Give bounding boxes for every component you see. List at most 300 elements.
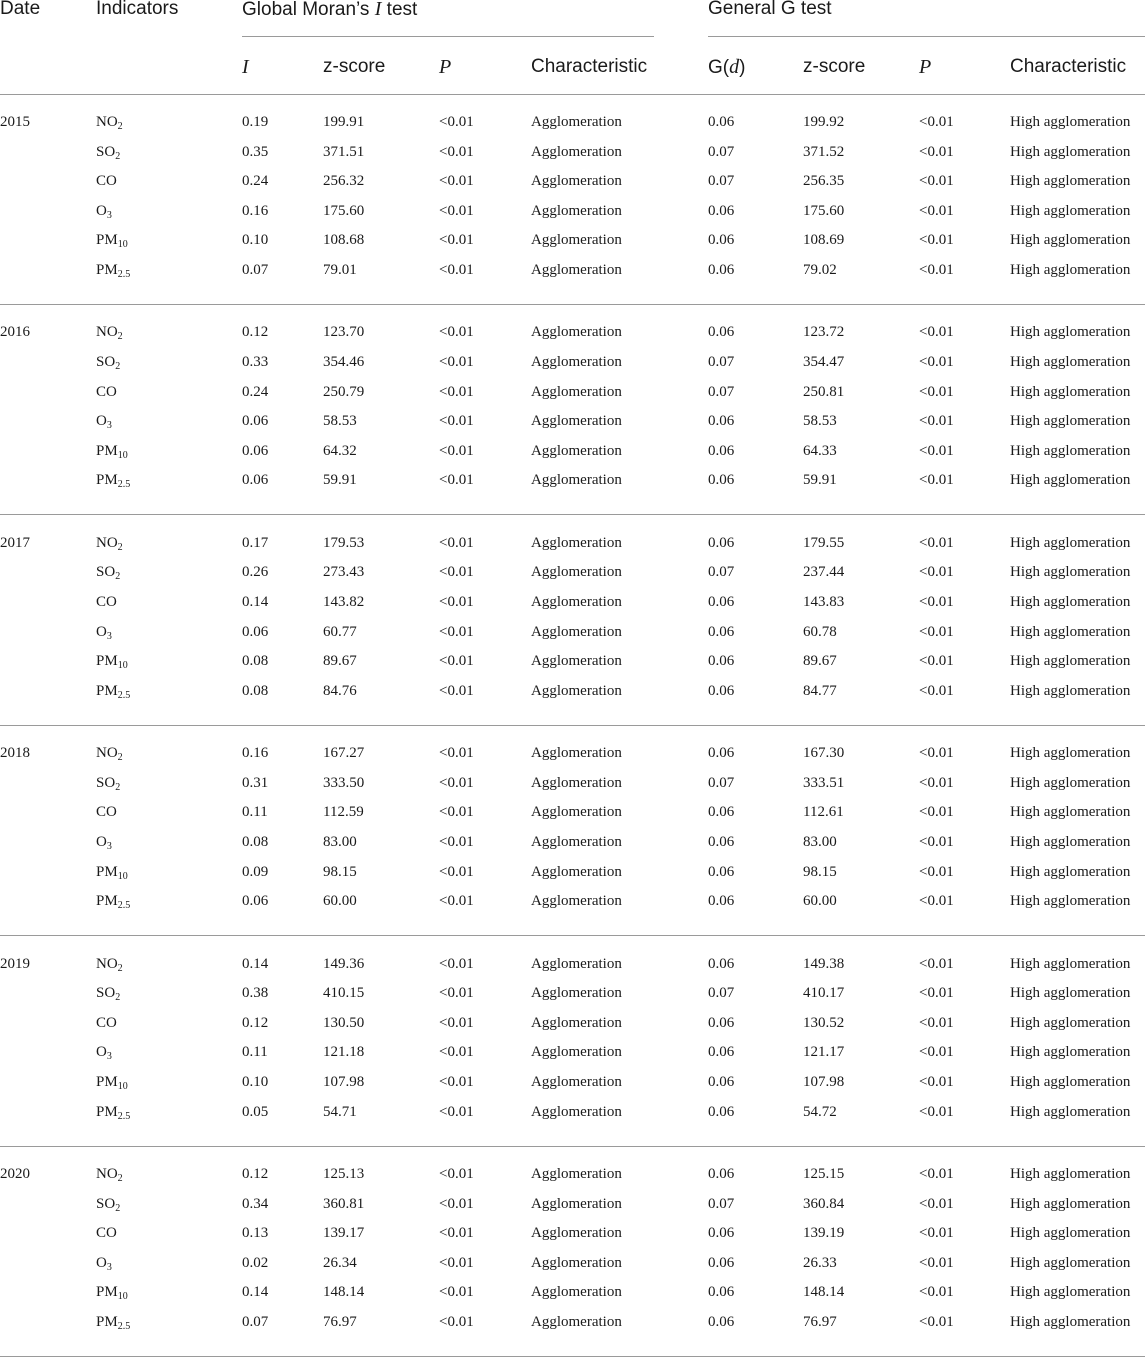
g-p-cell: <0.01 [919,834,954,850]
moran-p-cell: <0.01 [439,893,474,910]
g-char-cell: High agglomeration [1010,1254,1131,1271]
moran-char-cell: Agglomeration [531,623,622,640]
g-d-cell: 0.06 [708,804,735,821]
indicator-name: SO [96,774,116,791]
indicator-cell [96,231,128,251]
moran-z-cell: 76.97 [323,1314,357,1330]
moran-p-cell: <0.01 [439,1225,474,1242]
indicator-subscript: 3 [106,420,112,432]
g-p-cell: <0.01 [919,1074,954,1090]
moran-z-cell: 371.51 [323,143,365,160]
indicator-subscript: 2 [115,992,121,1004]
moran-char-cell: Agglomeration [531,1284,622,1301]
g-z-cell: 83.00 [803,834,837,850]
indicator-name: NO [96,534,118,551]
moran-char-cell: Agglomeration [531,1225,622,1242]
header-moran-z: z-score [323,56,386,77]
moran-p-cell: <0.01 [439,232,474,249]
year-cell: 2018 [0,745,30,762]
g-char-cell: High agglomeration [1010,413,1131,430]
g-char-cell: High agglomeration [1010,472,1131,489]
moran-z-cell: 59.91 [323,472,357,489]
g-d-cell: 0.06 [708,1314,735,1330]
g-d-cell: 0.07 [708,143,735,160]
g-p-cell: <0.01 [919,114,954,130]
g-d-cell: 0.07 [708,1195,735,1212]
moran-z-cell: 123.70 [323,324,365,341]
moran-group-pre: Global Moran’s [242,0,375,20]
moran-i-cell: 0.26 [242,564,269,581]
g-d-cell: 0.06 [708,834,735,850]
g-p-cell: <0.01 [919,893,954,910]
g-p-cell: <0.01 [919,1225,954,1242]
indicator-subscript: 2 [115,1202,121,1214]
moran-char-cell: Agglomeration [531,1044,622,1061]
moran-char-cell: Agglomeration [531,202,622,219]
moran-i-cell: 0.11 [242,1044,268,1061]
g-z-cell: 64.33 [803,442,837,459]
indicator-subscript: 2.5 [117,900,131,912]
header-date: Date [0,0,41,19]
moran-z-cell: 54.71 [323,1103,357,1120]
moran-p-cell: <0.01 [439,594,474,610]
g-d-cell: 0.06 [708,202,735,219]
indicator-name: O [96,1044,107,1061]
moran-p-cell: <0.01 [439,774,474,791]
moran-i-cell: 0.06 [242,893,269,910]
indicator-name: PM [96,442,118,459]
moran-p-cell: <0.01 [439,173,474,190]
g-z-cell: 179.55 [803,534,845,551]
g-p-cell: <0.01 [919,863,954,880]
indicator-cell [96,682,130,702]
moran-p-cell: <0.01 [439,534,474,551]
indicator-name: PM [96,1103,118,1120]
indicator-subscript: 3 [106,841,112,852]
moran-p-cell: <0.01 [439,863,474,880]
g-z-cell: 130.52 [803,1014,845,1031]
g-char-cell: High agglomeration [1010,114,1131,130]
g-z-cell: 410.17 [803,985,845,1002]
moran-char-cell: Agglomeration [531,1014,622,1031]
moran-i-cell: 0.11 [242,804,268,821]
moran-i-cell: 0.19 [242,114,269,130]
indicator-subscript: 2.5 [117,479,131,491]
moran-char-cell: Agglomeration [531,383,622,400]
g-char-cell: High agglomeration [1010,232,1131,249]
indicator-subscript: 2 [117,752,123,764]
g-char-cell: High agglomeration [1010,955,1131,972]
g-z-cell: 256.35 [803,173,845,190]
g-d-cell: 0.06 [708,534,735,551]
g-z-cell: 89.67 [803,653,837,670]
moran-i-cell: 0.17 [242,534,269,551]
g-z-cell: 59.91 [803,472,837,489]
g-p-cell: <0.01 [919,1314,954,1330]
g-p-cell: <0.01 [919,202,954,219]
indicator-subscript: 10 [117,1291,128,1303]
g-d-cell: 0.06 [708,623,735,640]
g-z-cell: 354.47 [803,354,845,370]
g-z-cell: 360.84 [803,1195,845,1212]
indicator-subscript: 2 [117,541,123,553]
g-char-cell: High agglomeration [1010,1074,1131,1090]
g-p-cell: <0.01 [919,682,954,699]
indicator-cell [96,353,120,373]
indicator-cell [96,1254,112,1274]
moran-char-cell: Agglomeration [531,1254,622,1271]
indicator-name: CO [96,804,117,821]
moran-p-cell: <0.01 [439,1014,474,1031]
indicator-name: NO [96,745,118,762]
indicator-name: O [96,202,107,219]
moran-z-cell: 64.32 [323,442,357,459]
indicator-name: SO [96,354,116,370]
moran-z-cell: 60.77 [323,623,357,640]
g-z-cell: 199.92 [803,114,845,130]
moran-p-cell: <0.01 [439,1314,474,1330]
moran-char-cell: Agglomeration [531,774,622,791]
moran-p-cell: <0.01 [439,413,474,430]
g-char-cell: High agglomeration [1010,442,1131,459]
moran-p-cell: <0.01 [439,472,474,489]
indicator-cell [96,652,128,672]
g-z-cell: 107.98 [803,1074,845,1090]
moran-i-cell: 0.14 [242,1284,269,1301]
indicator-subscript: 3 [106,209,112,221]
g-char-cell: High agglomeration [1010,774,1131,791]
indicator-name: SO [96,564,116,581]
indicator-subscript: 2 [117,121,123,132]
indicator-cell [96,833,112,853]
g-z-cell: 333.51 [803,774,845,791]
g-char-cell: High agglomeration [1010,623,1131,640]
moran-z-cell: 125.13 [323,1166,365,1182]
indicator-name: PM [96,893,118,910]
moran-i-cell: 0.34 [242,1195,269,1212]
g-z-cell: 167.30 [803,745,845,762]
indicator-name: PM [96,1284,118,1301]
moran-i-cell: 0.09 [242,863,269,880]
g-z-cell: 139.19 [803,1225,845,1242]
g-p-cell: <0.01 [919,804,954,821]
moran-z-cell: 121.18 [323,1044,365,1061]
g-d-cell: 0.06 [708,442,735,459]
g-p-cell: <0.01 [919,623,954,640]
g-p-cell: <0.01 [919,1044,954,1061]
indicator-cell [96,1103,130,1123]
indicator-cell [96,984,120,1004]
moran-z-cell: 130.50 [323,1014,365,1031]
header-g-z: z-score [803,56,866,77]
indicator-name: NO [96,114,118,130]
indicator-name: CO [96,594,117,610]
indicator-name: PM [96,1074,118,1090]
moran-p-cell: <0.01 [439,834,474,850]
moran-i-cell: 0.05 [242,1103,269,1120]
g-char-cell: High agglomeration [1010,682,1131,699]
indicator-cell [96,471,130,491]
moran-char-cell: Agglomeration [531,594,622,610]
g-char-cell: High agglomeration [1010,863,1131,880]
moran-z-cell: 139.17 [323,1225,365,1242]
moran-char-cell: Agglomeration [531,1195,622,1212]
indicator-cell [96,955,123,975]
moran-z-cell: 79.01 [323,262,357,278]
g-d-cell: 0.06 [708,324,735,341]
indicator-subscript: 10 [117,239,128,251]
moran-i-cell: 0.02 [242,1254,269,1271]
indicator-cell [96,1195,120,1215]
g-d-cell: 0.06 [708,682,735,699]
g-p-cell: <0.01 [919,173,954,190]
moran-i-cell: 0.16 [242,745,269,762]
indicator-name: SO [96,143,116,160]
g-char-cell: High agglomeration [1010,594,1131,610]
moran-char-cell: Agglomeration [531,262,622,278]
indicator-cell [96,1313,130,1333]
moran-char-cell: Agglomeration [531,1314,622,1330]
g-p-cell: <0.01 [919,594,954,610]
indicator-subscript: 2.5 [117,689,131,701]
year-cell: 2016 [0,324,30,341]
moran-char-cell: Agglomeration [531,143,622,160]
moran-z-cell: 256.32 [323,173,365,190]
indicator-subscript: 10 [117,449,128,461]
indicator-cell [96,113,123,133]
g-p-cell: <0.01 [919,262,954,278]
indicator-cell [96,623,112,643]
g-pre: G( [708,57,730,78]
moran-i-cell: 0.06 [242,442,269,459]
indicator-subscript: 3 [106,1261,112,1273]
g-char-cell: High agglomeration [1010,1314,1131,1330]
indicator-subscript: 2.5 [117,269,131,280]
g-p-cell: <0.01 [919,1166,954,1182]
indicator-cell [96,442,128,462]
g-p-cell: <0.01 [919,955,954,972]
g-d-cell: 0.06 [708,863,735,880]
moran-z-cell: 354.46 [323,354,365,370]
indicator-name: PM [96,232,118,249]
moran-p-cell: <0.01 [439,985,474,1002]
indicator-cell [96,202,112,222]
indicator-cell [96,172,117,190]
group-rule [0,514,1145,515]
g-char-cell: High agglomeration [1010,1195,1131,1212]
indicator-name: CO [96,1225,117,1242]
indicator-subscript: 2 [117,331,123,343]
moran-i-cell: 0.38 [242,985,269,1002]
moran-z-cell: 410.15 [323,985,365,1002]
moran-i-cell: 0.08 [242,834,269,850]
moran-i-cell: 0.06 [242,472,269,489]
moran-p-cell: <0.01 [439,804,474,821]
g-d-cell: 0.06 [708,1074,735,1090]
moran-i-cell: 0.33 [242,354,269,370]
moran-z-cell: 60.00 [323,893,357,910]
moran-z-cell: 333.50 [323,774,365,791]
g-d-cell: 0.06 [708,1225,735,1242]
moran-p-cell: <0.01 [439,1044,474,1061]
indicator-cell [96,1165,123,1185]
moran-z-cell: 84.76 [323,682,357,699]
moran-p-cell: <0.01 [439,354,474,370]
g-char-cell: High agglomeration [1010,893,1131,910]
g-d-cell: 0.07 [708,383,735,400]
moran-char-cell: Agglomeration [531,442,622,459]
g-p-cell: <0.01 [919,1284,954,1301]
moran-char-cell: Agglomeration [531,413,622,430]
moran-char-cell: Agglomeration [531,682,622,699]
indicator-cell [96,593,117,611]
indicator-name: CO [96,383,117,400]
indicator-name: PM [96,863,118,880]
moran-char-cell: Agglomeration [531,653,622,670]
g-z-cell: 250.81 [803,383,845,400]
header-moran-i: I [242,56,249,78]
moran-char-cell: Agglomeration [531,114,622,130]
indicator-name: O [96,623,107,640]
g-char-cell: High agglomeration [1010,804,1131,821]
moran-p-cell: <0.01 [439,324,474,341]
g-p-cell: <0.01 [919,1195,954,1212]
g-char-cell: High agglomeration [1010,534,1131,551]
g-z-cell: 143.83 [803,594,845,610]
year-cell: 2017 [0,534,30,551]
g-char-cell: High agglomeration [1010,1014,1131,1031]
year-cell: 2019 [0,955,30,972]
moran-group-rule [242,36,654,37]
moran-char-cell: Agglomeration [531,354,622,370]
moran-p-cell: <0.01 [439,202,474,219]
moran-char-cell: Agglomeration [531,232,622,249]
moran-z-cell: 175.60 [323,202,365,219]
g-char-cell: High agglomeration [1010,1166,1131,1182]
indicator-subscript: 2 [115,781,121,793]
moran-z-cell: 58.53 [323,413,357,430]
moran-char-cell: Agglomeration [531,804,622,821]
g-char-cell: High agglomeration [1010,834,1131,850]
g-d-cell: 0.07 [708,354,735,370]
indicator-cell [96,534,123,554]
indicator-name: PM [96,1314,118,1330]
g-p-cell: <0.01 [919,564,954,581]
header-moran-p: P [439,56,452,78]
g-char-cell: High agglomeration [1010,143,1131,160]
moran-group-italic: I [374,0,382,20]
indicator-cell [96,143,120,163]
moran-z-cell: 89.67 [323,653,357,670]
moran-p-cell: <0.01 [439,564,474,581]
g-z-cell: 237.44 [803,564,845,581]
g-p-cell: <0.01 [919,324,954,341]
moran-p-cell: <0.01 [439,383,474,400]
indicator-name: O [96,413,107,430]
indicator-cell [96,383,117,401]
moran-i-cell: 0.35 [242,143,269,160]
g-p-cell: <0.01 [919,1014,954,1031]
g-d-cell: 0.06 [708,1166,735,1182]
group-rule [0,935,1145,936]
indicator-cell [96,412,112,432]
g-char-cell: High agglomeration [1010,383,1131,400]
g-d-cell: 0.07 [708,985,735,1002]
g-char-cell: High agglomeration [1010,1103,1131,1120]
header-indicators: Indicators [96,0,179,19]
g-z-cell: 123.72 [803,324,845,341]
g-z-cell: 54.72 [803,1103,837,1120]
indicator-name: PM [96,653,118,670]
g-italic: d [729,56,740,78]
moran-i-cell: 0.08 [242,682,269,699]
indicator-name: O [96,1254,107,1271]
moran-p-cell: <0.01 [439,1103,474,1120]
g-z-cell: 148.14 [803,1284,845,1301]
g-d-cell: 0.07 [708,173,735,190]
moran-char-cell: Agglomeration [531,955,622,972]
moran-i-cell: 0.10 [242,232,269,249]
indicator-name: CO [96,1014,117,1031]
moran-i-cell: 0.06 [242,623,269,640]
moran-char-cell: Agglomeration [531,472,622,489]
indicator-name: PM [96,472,118,489]
g-z-cell: 84.77 [803,682,837,699]
moran-p-cell: <0.01 [439,1166,474,1182]
indicator-name: SO [96,1195,116,1212]
g-z-cell: 108.69 [803,232,845,249]
g-post: ) [739,57,746,78]
g-d-cell: 0.06 [708,1014,735,1031]
moran-p-cell: <0.01 [439,623,474,640]
moran-char-cell: Agglomeration [531,985,622,1002]
header-moran-char: Characteristic [531,56,648,77]
g-d-cell: 0.06 [708,745,735,762]
g-p-cell: <0.01 [919,354,954,370]
g-char-cell: High agglomeration [1010,262,1131,278]
moran-z-cell: 112.59 [323,804,364,821]
moran-i-cell: 0.07 [242,1314,269,1330]
moran-i-cell: 0.12 [242,1166,269,1182]
header-g-p: P [919,56,932,78]
moran-char-cell: Agglomeration [531,173,622,190]
g-d-cell: 0.06 [708,1284,735,1301]
indicator-cell [96,261,130,281]
year-cell: 2015 [0,114,30,130]
moran-p-cell: <0.01 [439,955,474,972]
moran-z-cell: 250.79 [323,383,365,400]
g-p-cell: <0.01 [919,232,954,249]
g-p-cell: <0.01 [919,472,954,489]
moran-p-cell: <0.01 [439,1284,474,1301]
g-d-cell: 0.06 [708,1103,735,1120]
indicator-cell [96,1014,117,1032]
indicator-cell [96,323,123,343]
moran-z-cell: 98.15 [323,863,357,880]
g-p-cell: <0.01 [919,383,954,400]
g-p-cell: <0.01 [919,1103,954,1120]
g-p-cell: <0.01 [919,143,954,160]
g-z-cell: 371.52 [803,143,845,160]
g-d-cell: 0.06 [708,232,735,249]
moran-i-cell: 0.24 [242,383,269,400]
g-char-cell: High agglomeration [1010,985,1131,1002]
moran-i-cell: 0.14 [242,955,269,972]
g-char-cell: High agglomeration [1010,202,1131,219]
moran-i-cell: 0.24 [242,173,269,190]
moran-group-post: test [381,0,418,20]
moran-z-cell: 108.68 [323,232,365,249]
